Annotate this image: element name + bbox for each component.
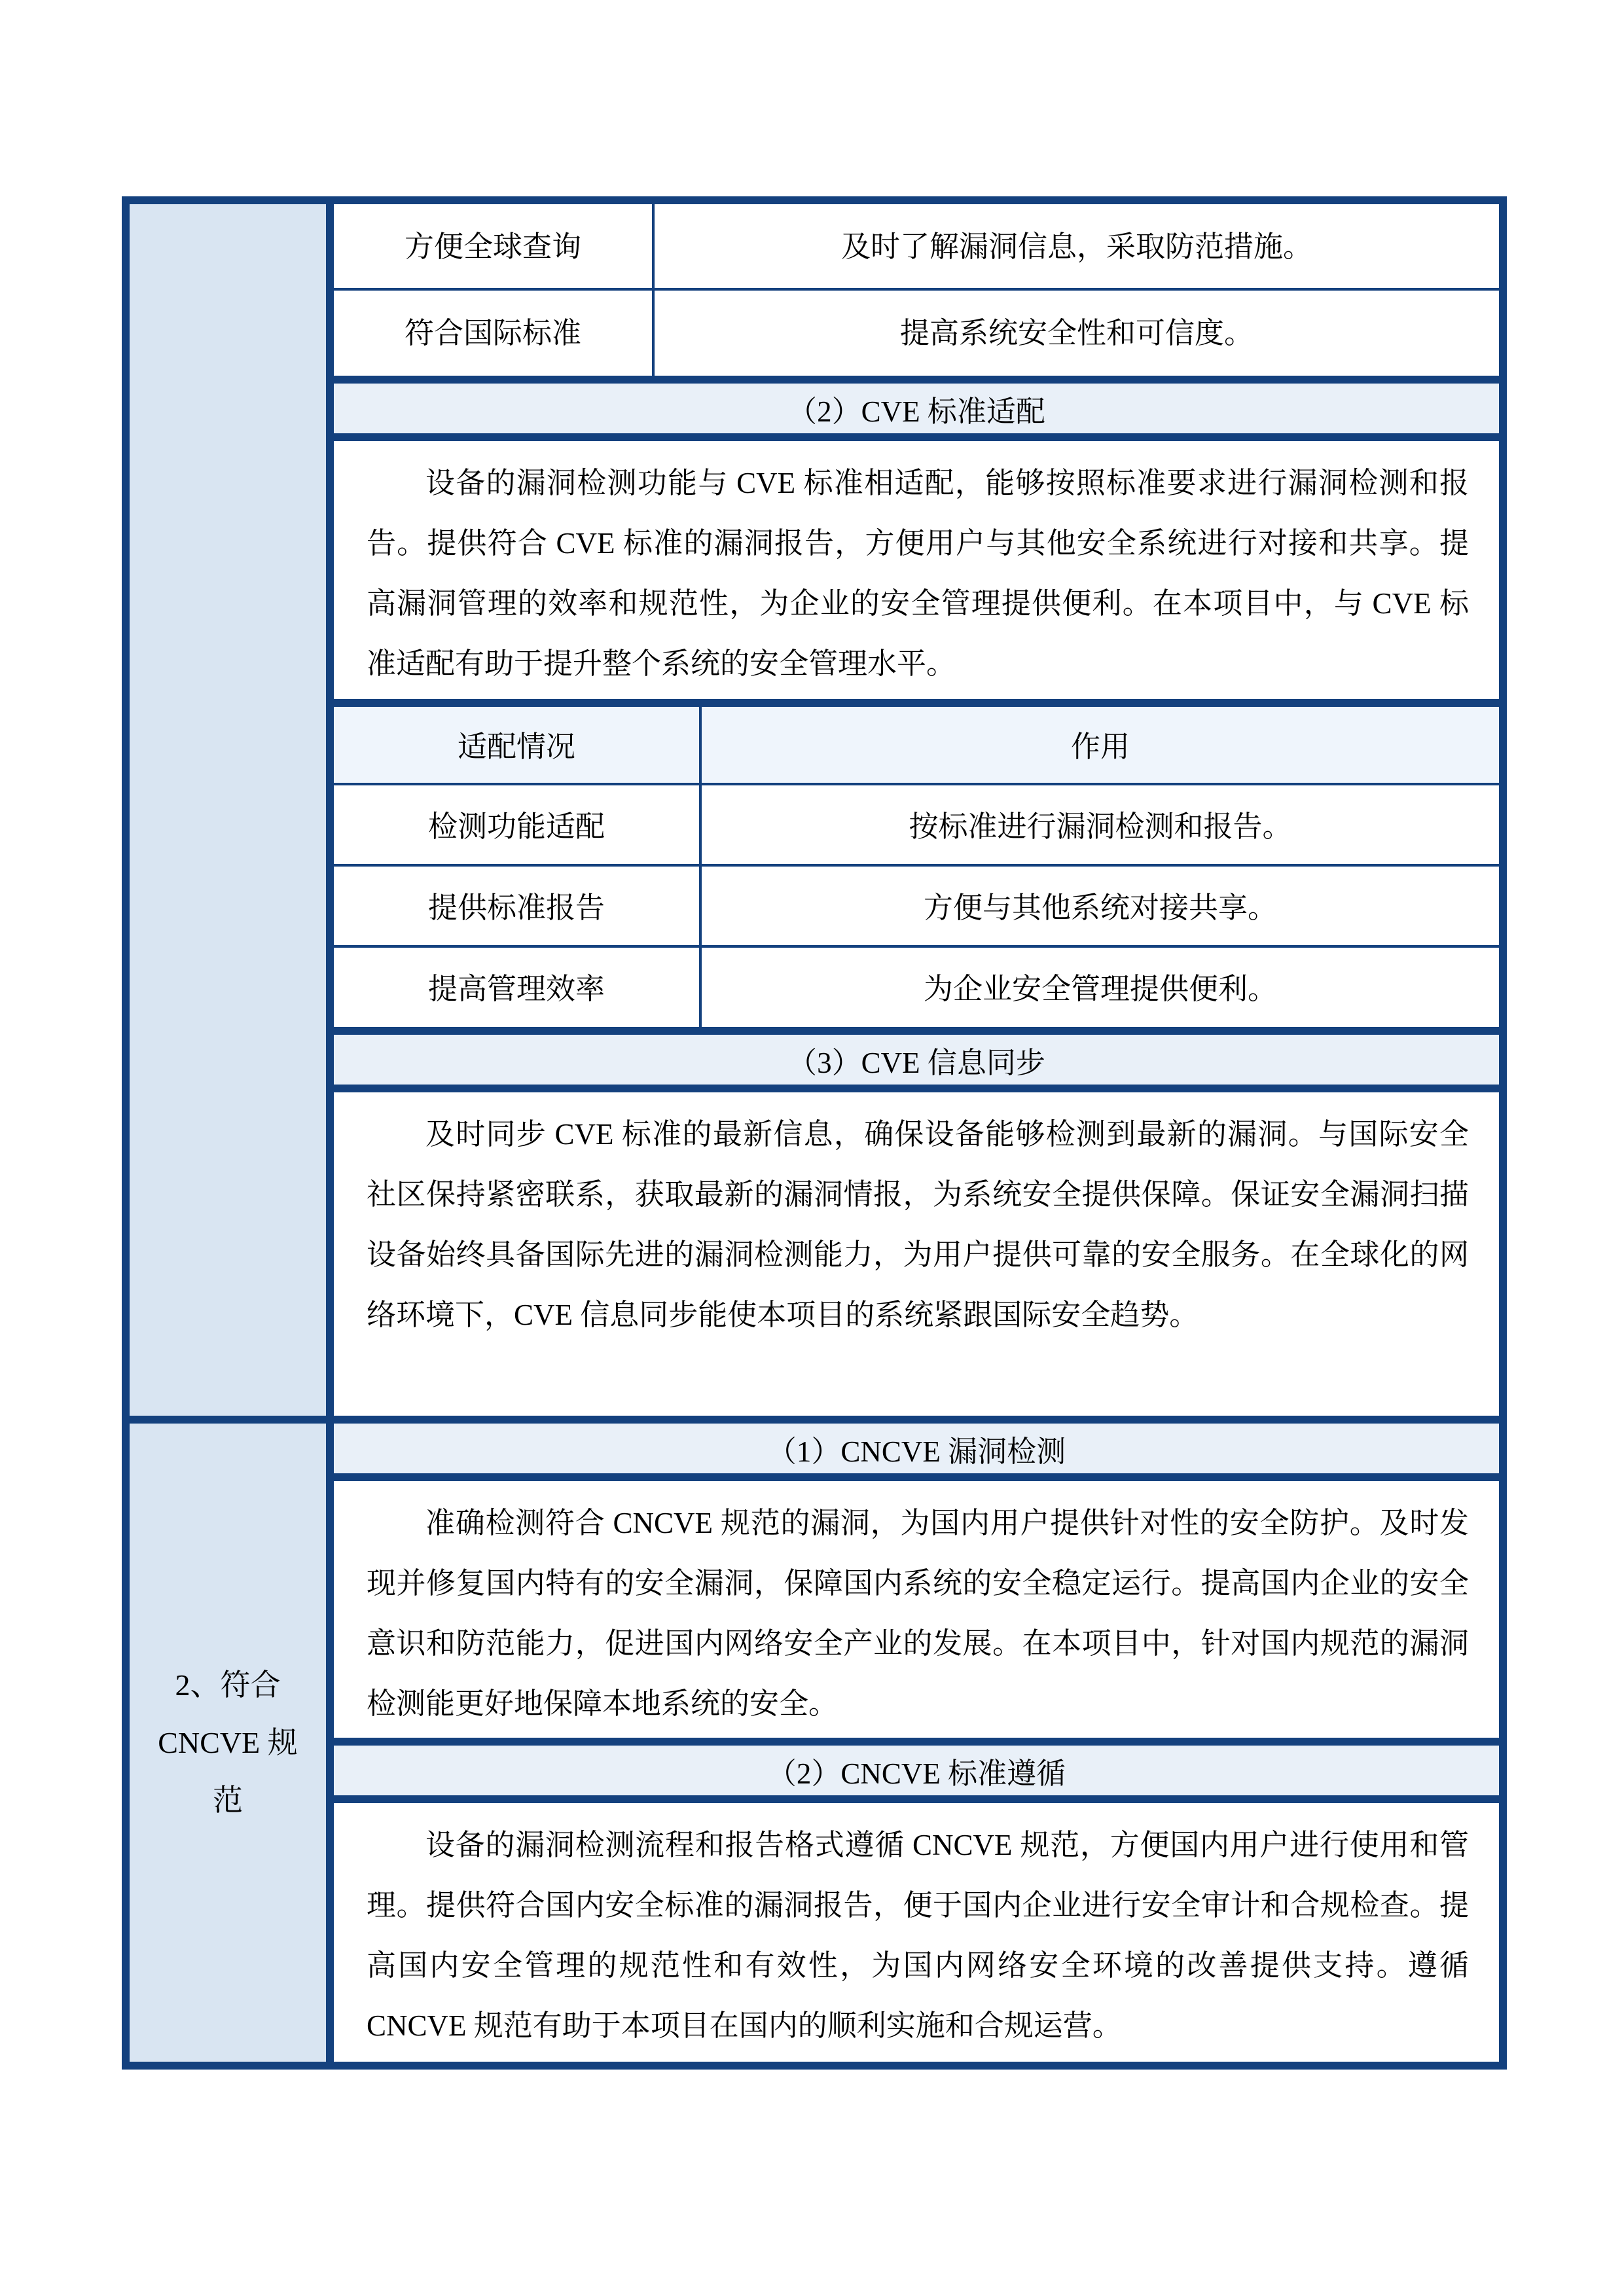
table-row xyxy=(334,785,1499,864)
section-cncve-content xyxy=(334,1424,1499,2062)
section-cve xyxy=(130,204,1499,1416)
section-cve-content xyxy=(334,204,1499,1416)
adapt-desc: 按标准进行漏洞检测和报告。 xyxy=(909,810,1292,843)
paragraph-cve-sync: 及时同步 CVE 标准的最新信息，确保设备能够检测到最新的漏洞。与国际安全社区保持紧密联系，获取最新的漏洞情报，为系统安全提供保障。保证安全漏洞扫描设备始终具备国际先进的漏洞检测能力，为用户提供可靠的安全服务。在全球化的网络环境下，CVE 信息同步能使本项目的系统紧跟国际安全趋势。 xyxy=(334,1092,1499,1416)
row-divider xyxy=(334,1473,1499,1481)
row-divider xyxy=(334,1085,1499,1092)
adapt-label: 提高管理效率 xyxy=(427,973,605,1005)
section-header-cve-adapt: （2）CVE 标准适配 xyxy=(334,384,1499,433)
vertical-divider xyxy=(326,1424,334,2062)
section-cncve xyxy=(130,1424,1499,2062)
table-row xyxy=(334,867,1499,945)
adapt-label: 检测功能适配 xyxy=(427,810,605,843)
table-row xyxy=(334,291,1499,376)
section-header-cncve-detect: （1）CNCVE 漏洞检测 xyxy=(334,1424,1499,1473)
paragraph-cncve-detect: 准确检测符合 CNCVE 规范的漏洞，为国内用户提供针对性的安全防护。及时发现并修复国内特有的安全漏洞，保障国内系统的安全稳定运行。提高国内企业的安全意识和防范能力，促进国内网络安全产业的发展。在本项目中，针对国内规范的漏洞检测能更好地保障本地系统的安全。 xyxy=(334,1481,1499,1738)
section-divider xyxy=(130,1416,1499,1424)
row-divider xyxy=(334,1795,1499,1803)
compliance-table xyxy=(122,196,1507,2070)
subtable-col2-header: 作用 xyxy=(702,707,1499,783)
benefit-label: 方便全球查询 xyxy=(404,230,581,263)
adapt-desc: 为企业安全管理提供便利。 xyxy=(923,973,1277,1005)
table-row xyxy=(334,204,1499,288)
table-row xyxy=(334,948,1499,1027)
section-header-cve-sync: （3）CVE 信息同步 xyxy=(334,1035,1499,1085)
adapt-desc: 方便与其他系统对接共享。 xyxy=(923,891,1277,924)
subtable-header-row xyxy=(334,707,1499,783)
section-cncve-label: 2、符合 CNCVE 规范 xyxy=(158,1668,298,1817)
adapt-subtable xyxy=(334,707,1499,1027)
benefit-label: 符合国际标准 xyxy=(404,317,581,350)
row-divider xyxy=(334,699,1499,707)
section-cve-label-cell xyxy=(130,204,326,1416)
row-divider xyxy=(334,433,1499,441)
row-divider xyxy=(334,1738,1499,1746)
paragraph-cncve-follow: 设备的漏洞检测流程和报告格式遵循 CNCVE 规范，方便国内用户进行使用和管理。提供符合国内安全标准的漏洞报告，便于国内企业进行安全审计和合规检查。提高国内安全管理的规范性和有效性，为国内网络安全环境的改善提供支持。遵循 CNCVE 规范有助于本项目在国内的顺利实施和合规运营。 xyxy=(334,1803,1499,2062)
row-divider xyxy=(334,376,1499,384)
benefit-desc: 及时了解漏洞信息，采取防范措施。 xyxy=(840,230,1312,263)
adapt-label: 提供标准报告 xyxy=(427,891,605,924)
paragraph-cve-adapt: 设备的漏洞检测功能与 CVE 标准相适配，能够按照标准要求进行漏洞检测和报告。提供符合 CVE 标准的漏洞报告，方便用户与其他安全系统进行对接和共享。提高漏洞管理的效率和规范性，为企业的安全管理提供便利。在本项目中，与 CVE 标准适配有助于提升整个系统的安全管理水平。 xyxy=(334,441,1499,699)
section-header-cncve-follow: （2）CNCVE 标准遵循 xyxy=(334,1746,1499,1795)
subtable-col1-header: 适配情况 xyxy=(334,707,699,783)
vertical-divider xyxy=(326,204,334,1416)
row-divider xyxy=(334,1027,1499,1035)
benefit-desc: 提高系统安全性和可信度。 xyxy=(899,317,1254,350)
section-cncve-label-cell xyxy=(130,1424,326,2062)
